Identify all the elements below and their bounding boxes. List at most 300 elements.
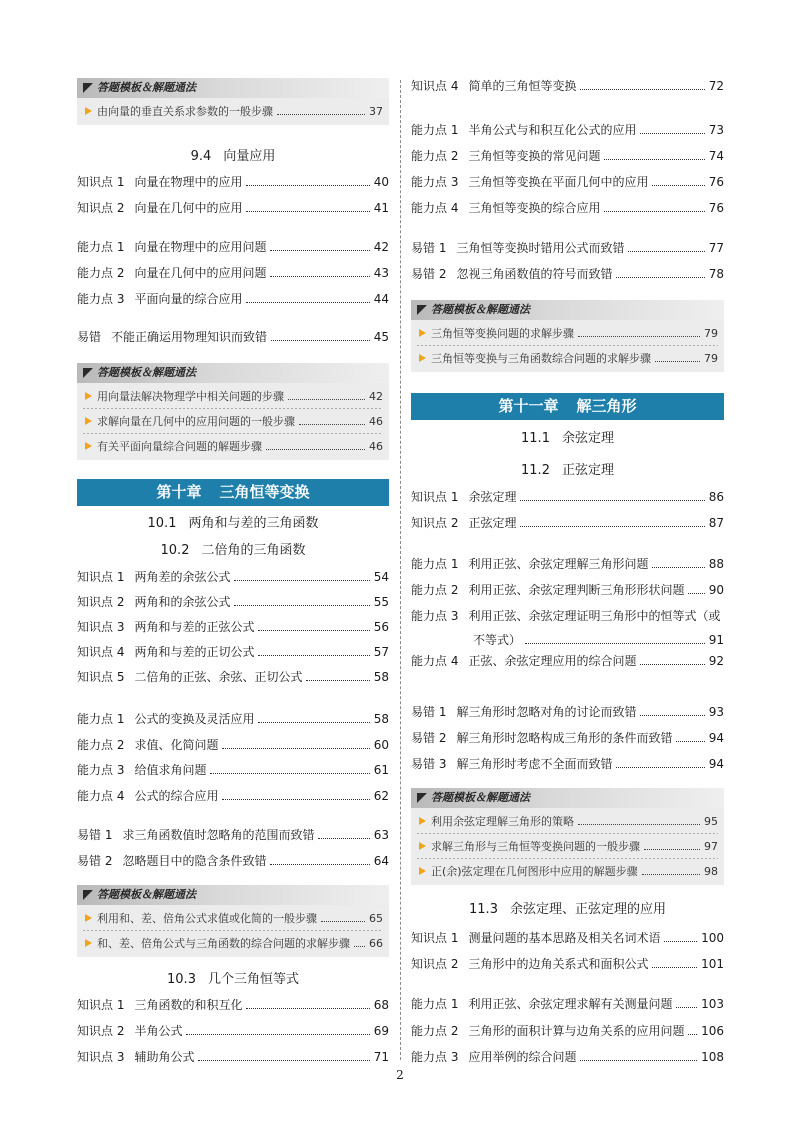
chapter-number: 第十一章 [498,397,559,415]
section-heading[interactable] [411,901,724,919]
section-title: 余弦定理 [561,431,614,446]
toc-entry[interactable] [411,653,724,669]
toc-entry[interactable] [411,608,724,624]
template-box-body [77,98,389,125]
corner-mark-icon [417,305,427,315]
entry-title: 忽略题目中的隐含条件致错 [122,854,267,868]
entry-label: 易错 2 [411,267,447,281]
template-item-page: 79 [704,352,718,365]
entry-title: 简单的三角恒等变换 [468,79,577,93]
entry-page: 106 [701,1024,724,1038]
entry-title: 辅助角公式 [134,1050,195,1064]
toc-entry[interactable] [77,329,389,345]
template-item-title: 由向量的垂直关系求参数的一般步骤 [97,105,273,118]
entry-label: 易错 3 [411,757,447,771]
orange-triangle-icon [85,442,92,450]
entry-page: 101 [701,957,724,971]
entry-page: 44 [373,292,389,306]
entry-label: 易错 1 [77,828,113,842]
leader-dots [580,1060,697,1061]
entry-label: 知识点 1 [411,931,459,945]
entry-page: 58 [373,712,389,726]
template-item-title: 和、差、倍角公式与三角函数的综合问题的求解步骤 [97,937,350,950]
toc-entry[interactable] [77,569,389,585]
entry-page: 71 [373,1050,389,1064]
entry-title: 三角恒等变换时错用公式而致错 [456,241,625,255]
section-number: 10.1 [147,516,177,531]
template-box-body [77,383,389,460]
template-item[interactable] [419,839,718,854]
leader-dots [306,680,369,681]
template-item[interactable] [419,814,718,829]
section-heading[interactable] [411,462,724,480]
leader-dots [578,336,700,337]
toc-entry[interactable] [411,996,724,1012]
toc-entry[interactable] [77,1049,389,1065]
template-box-title: 答题模板＆解题通法 [97,366,196,379]
section-heading[interactable] [77,148,389,166]
section-title: 余弦定理、正弦定理的应用 [509,902,666,917]
entry-page: 72 [708,79,724,93]
template-box-body [411,808,724,885]
entry-title: 解三角形时考虑不全面而致错 [456,757,613,771]
leader-dots [640,133,704,134]
dashed-separator [417,833,718,834]
template-item-page: 46 [369,440,383,453]
entry-label: 知识点 1 [77,570,125,584]
corner-mark-icon [83,83,93,93]
section-title: 二倍角的三角函数 [201,543,306,558]
entry-label: 能力点 3 [411,1050,459,1064]
section-title: 正弦定理 [561,463,614,478]
leader-dots [246,1008,369,1009]
entry-label: 能力点 2 [411,1024,459,1038]
entry-title: 利用正弦、余弦定理证明三角形中的恒等式（或 [468,609,721,623]
entry-page: 88 [708,557,724,571]
leader-dots [652,185,704,186]
entry-page: 61 [373,763,389,777]
template-item-title: 用向量法解决物理学中相关问题的步骤 [97,390,284,403]
entry-label: 知识点 2 [77,595,125,609]
leader-dots [270,276,369,277]
template-item-page: 98 [704,865,718,878]
leader-dots [688,1034,697,1035]
leader-dots [655,361,700,362]
template-item-title: 求解三角形与三角恒等变换问题的一般步骤 [431,840,640,853]
toc-entry[interactable] [77,788,389,804]
template-box-body [411,320,724,372]
section-heading[interactable] [77,971,389,989]
entry-title: 利用正弦、余弦定理判断三角形形状问题 [468,583,685,597]
dashed-separator [83,433,383,434]
template-item[interactable] [85,414,383,429]
entry-title: 给值求角问题 [134,763,207,777]
dashed-separator [83,408,383,409]
entry-label: 易错 1 [411,705,447,719]
dashed-separator [417,345,718,346]
template-item[interactable] [85,911,383,926]
toc-entry[interactable] [77,853,389,869]
chapter-banner[interactable] [411,393,724,420]
entry-label: 知识点 1 [411,490,459,504]
leader-dots [234,580,369,581]
entry-page: 87 [708,516,724,530]
toc-entry[interactable] [411,266,724,282]
leader-dots [270,250,369,251]
entry-label: 能力点 1 [411,557,459,571]
entry-page: 43 [373,266,389,280]
leader-dots [644,849,700,850]
section-title: 几个三角恒等式 [207,972,299,987]
entry-page: 73 [708,123,724,137]
entry-title: 平面向量的综合应用 [134,292,243,306]
entry-page: 108 [701,1050,724,1064]
template-box-body [77,905,389,957]
entry-label: 知识点 2 [411,516,459,530]
template-box-title: 答题模板＆解题通法 [97,888,196,901]
template-item-page: 37 [369,105,383,118]
entry-label: 知识点 2 [77,1024,125,1038]
corner-mark-icon [417,793,427,803]
leader-dots [604,211,704,212]
toc-entry[interactable] [77,827,389,843]
leader-dots [520,526,704,527]
template-box-header [411,300,724,320]
section-heading[interactable] [77,515,389,533]
entry-page: 91 [708,633,724,647]
toc-entry[interactable] [411,122,724,138]
toc-entry[interactable] [77,1023,389,1039]
toc-entry[interactable] [411,582,724,598]
entry-label: 知识点 4 [411,79,459,93]
toc-entry[interactable] [411,556,724,572]
entry-title: 应用举例的综合问题 [468,1050,577,1064]
toc-entry[interactable] [77,239,389,255]
entry-label: 能力点 2 [77,738,125,752]
entry-label: 能力点 1 [411,123,459,137]
section-number: 10.3 [167,972,196,987]
leader-dots [580,89,704,90]
leader-dots [234,605,369,606]
leader-dots [354,946,365,947]
section-title: 两角和与差的三角函数 [188,516,319,531]
toc-entry[interactable] [77,711,389,727]
entry-page: 63 [373,828,389,842]
template-item-title: 利用和、差、倍角公式求值或化简的一般步骤 [97,912,317,925]
template-box [77,363,389,460]
entry-page: 92 [708,654,724,668]
entry-title: 忽视三角函数值的符号而致错 [456,267,613,281]
entry-title: 向量在几何中的应用 [134,201,243,215]
template-item-title: 利用余弦定理解三角形的策略 [431,815,574,828]
entry-page: 76 [708,201,724,215]
entry-page: 57 [373,645,389,659]
dashed-separator [417,858,718,859]
chapter-title: 解三角形 [576,397,637,415]
entry-title: 公式的变换及灵活应用 [134,712,255,726]
section-number: 9.4 [190,149,212,164]
leader-dots [210,773,369,774]
entry-title: 两角和与差的正切公式 [134,645,255,659]
entry-title: 三角函数的和积互化 [134,998,243,1012]
column-divider [400,80,401,1060]
leader-dots [642,874,700,875]
entry-title: 不能正确运用物理知识而致错 [111,330,268,344]
toc-entry[interactable] [411,704,724,720]
entry-title: 余弦定理 [468,490,517,504]
section-title: 向量应用 [223,149,276,164]
toc-entry[interactable] [411,200,724,216]
template-box-header [77,885,389,905]
entry-page: 77 [708,241,724,255]
template-box-header [411,788,724,808]
template-item-title: 求解向量在几何中的应用问题的一般步骤 [97,415,295,428]
template-item[interactable] [419,326,718,341]
template-item[interactable] [419,864,718,879]
entry-label: 知识点 5 [77,670,125,684]
entry-label: 知识点 3 [77,1050,125,1064]
entry-page: 86 [708,490,724,504]
toc-entry[interactable] [411,174,724,190]
entry-page: 103 [701,997,724,1011]
toc-entry[interactable] [77,762,389,778]
orange-triangle-icon [419,817,426,825]
entry-title: 半角公式 [134,1024,183,1038]
leader-dots [318,838,369,839]
toc-entry-continued[interactable] [411,632,724,648]
leader-dots [525,643,705,644]
entry-title: 三角恒等变换在平面几何中的应用 [468,175,649,189]
dashed-separator [83,930,383,931]
template-item[interactable] [85,389,383,404]
entry-label: 能力点 3 [411,175,459,189]
entry-label: 能力点 2 [77,266,125,280]
entry-title: 解三角形时忽略构成三角形的条件而致错 [456,731,673,745]
entry-page: 55 [373,595,389,609]
leader-dots [321,921,365,922]
entry-page: 58 [373,670,389,684]
leader-dots [222,799,369,800]
leader-dots [578,824,700,825]
entry-title: 测量问题的基本思路及相关名词术语 [468,931,661,945]
entry-title: 二倍角的正弦、余弦、正切公式 [134,670,303,684]
entry-label: 知识点 4 [77,645,125,659]
toc-entry[interactable] [411,730,724,746]
template-item-page: 79 [704,327,718,340]
entry-label: 知识点 1 [77,998,125,1012]
toc-entry[interactable] [411,930,724,946]
template-item[interactable] [85,104,383,119]
leader-dots [676,741,704,742]
toc-entry[interactable] [77,291,389,307]
template-box-header [77,78,389,98]
section-number: 11.2 [521,463,550,478]
entry-title: 向量在几何中的应用问题 [134,266,267,280]
template-item[interactable] [419,351,718,366]
entry-label: 能力点 3 [77,763,125,777]
chapter-banner[interactable] [77,479,389,506]
section-number: 11.3 [469,902,498,917]
template-box [77,78,389,125]
toc-entry[interactable] [77,644,389,660]
template-item[interactable] [85,439,383,454]
leader-dots [246,185,369,186]
corner-mark-icon [83,890,93,900]
entry-page: 56 [373,620,389,634]
entry-title: 三角形的面积计算与边角关系的应用问题 [468,1024,685,1038]
leader-dots [266,449,365,450]
orange-triangle-icon [419,842,426,850]
entry-label: 能力点 4 [411,201,459,215]
entry-page: 42 [373,240,389,254]
template-item[interactable] [85,936,383,951]
entry-label: 知识点 2 [77,201,125,215]
entry-title: 解三角形时忽略对角的讨论而致错 [456,705,637,719]
section-number: 10.2 [160,543,190,558]
leader-dots [258,655,369,656]
leader-dots [652,967,697,968]
toc-entry[interactable] [411,1049,724,1065]
entry-label: 能力点 3 [411,609,459,623]
toc-entry[interactable] [77,200,389,216]
entry-title: 正弦定理 [468,516,517,530]
entry-label: 能力点 2 [411,583,459,597]
template-item-page: 42 [369,390,383,403]
template-item-page: 97 [704,840,718,853]
entry-page: 93 [708,705,724,719]
orange-triangle-icon [85,914,92,922]
template-box-header [77,363,389,383]
section-number: 11.1 [521,431,550,446]
leader-dots [288,399,365,400]
template-box-title: 答题模板＆解题通法 [97,81,196,94]
leader-dots [277,114,365,115]
leader-dots [616,277,704,278]
orange-triangle-icon [419,867,426,875]
entry-title: 三角形中的边角关系式和面积公式 [468,957,649,971]
entry-title: 两角和的余弦公式 [134,595,231,609]
template-item-page: 66 [369,937,383,950]
chapter-number: 第十章 [156,483,202,501]
entry-page: 94 [708,757,724,771]
leader-dots [186,1034,369,1035]
orange-triangle-icon [85,392,92,400]
entry-title: 半角公式与和积互化公式的应用 [468,123,637,137]
entry-page: 68 [373,998,389,1012]
toc-entry[interactable] [411,148,724,164]
entry-page: 41 [373,201,389,215]
entry-page: 94 [708,731,724,745]
entry-page: 74 [708,149,724,163]
template-item-page: 46 [369,415,383,428]
entry-page: 45 [373,330,389,344]
toc-entry[interactable] [77,174,389,190]
leader-dots [258,722,369,723]
leader-dots [246,302,369,303]
template-item-page: 65 [369,912,383,925]
toc-entry[interactable] [411,240,724,256]
entry-title: 三角恒等变换的常见问题 [468,149,601,163]
toc-entry[interactable] [411,756,724,772]
entry-title: 公式的综合应用 [134,789,219,803]
template-box-title: 答题模板＆解题通法 [431,303,530,316]
entry-page: 40 [373,175,389,189]
corner-mark-icon [83,368,93,378]
orange-triangle-icon [419,354,426,362]
leader-dots [271,340,370,341]
entry-page: 76 [708,175,724,189]
leader-dots [640,664,704,665]
entry-label: 易错 2 [77,854,113,868]
entry-label: 能力点 2 [411,149,459,163]
leader-dots [688,593,704,594]
entry-page: 60 [373,738,389,752]
toc-entry[interactable] [77,619,389,635]
template-item-title: 三角恒等变换与三角函数综合问题的求解步骤 [431,352,651,365]
toc-entry[interactable] [77,594,389,610]
entry-title: 利用正弦、余弦定理解三角形问题 [468,557,649,571]
template-box [411,300,724,372]
entry-label: 能力点 1 [411,997,459,1011]
toc-entry[interactable] [411,1023,724,1039]
page-number: 2 [396,1068,404,1082]
toc-entry[interactable] [77,669,389,685]
entry-label: 易错 [77,330,102,344]
leader-dots [616,767,704,768]
entry-title: 利用正弦、余弦定理求解有关测量问题 [468,997,673,1011]
leader-dots [299,424,365,425]
leader-dots [258,630,369,631]
leader-dots [198,1060,369,1061]
entry-label: 能力点 4 [77,789,125,803]
entry-title: 正弦、余弦定理应用的综合问题 [468,654,637,668]
toc-entry[interactable] [411,956,724,972]
toc-entry[interactable] [411,78,724,94]
entry-title: 三角恒等变换的综合应用 [468,201,601,215]
leader-dots [222,748,369,749]
entry-label: 知识点 1 [77,175,125,189]
leader-dots [270,864,369,865]
section-heading[interactable] [411,430,724,448]
entry-title-continued: 不等式） [473,633,522,647]
leader-dots [640,715,704,716]
leader-dots [652,567,704,568]
entry-title: 求三角函数值时忽略角的范围而致错 [122,828,315,842]
entry-page: 62 [373,789,389,803]
entry-title: 两角差的余弦公式 [134,570,231,584]
toc-entry[interactable] [411,489,724,505]
entry-title: 向量在物理中的应用问题 [134,240,267,254]
entry-page: 78 [708,267,724,281]
toc-entry[interactable] [411,515,724,531]
entry-label: 易错 1 [411,241,447,255]
entry-label: 知识点 3 [77,620,125,634]
entry-title: 求值、化简问题 [134,738,219,752]
orange-triangle-icon [85,417,92,425]
entry-title: 两角和与差的正弦公式 [134,620,255,634]
entry-label: 能力点 3 [77,292,125,306]
entry-page: 54 [373,570,389,584]
section-heading[interactable] [77,542,389,560]
toc-entry[interactable] [77,265,389,281]
orange-triangle-icon [419,329,426,337]
orange-triangle-icon [85,107,92,115]
toc-entry[interactable] [77,737,389,753]
toc-entry[interactable] [77,997,389,1013]
leader-dots [676,1007,697,1008]
template-box [411,788,724,885]
entry-title: 向量在物理中的应用 [134,175,243,189]
